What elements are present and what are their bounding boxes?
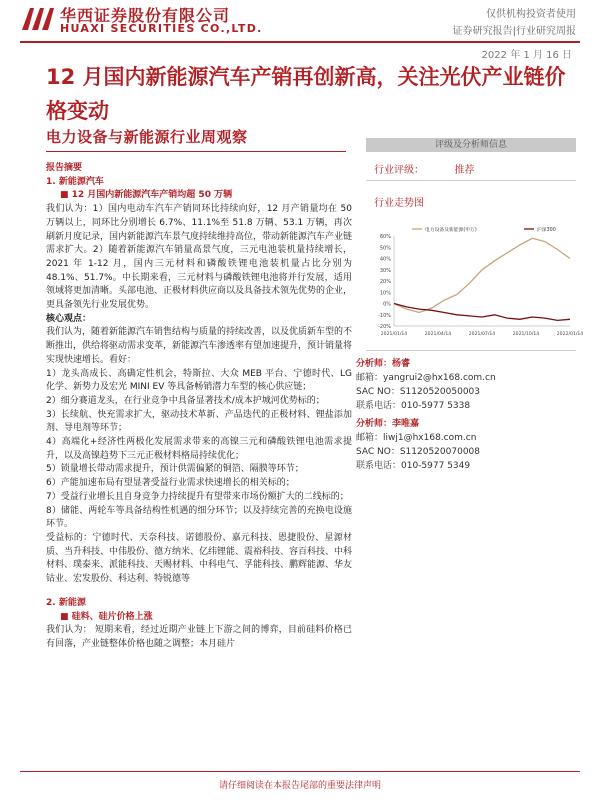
footer-divider bbox=[20, 771, 580, 772]
bullet-icon: ■ bbox=[60, 611, 72, 622]
x-tick-label: 2021/01/14 bbox=[380, 332, 408, 337]
section-newenergy-subheading bbox=[60, 611, 352, 625]
y-tick-label: 30% bbox=[379, 267, 391, 274]
list-item-2: 2）细分赛道龙头，在行业竞争中具备显著技术/成本护城河优势标的； bbox=[46, 395, 325, 406]
huaxi-logo-icon bbox=[20, 6, 56, 32]
list-item-1: 1）龙头高成长、高确定性机会，特斯拉、大众 MEB 平台、宁德时代、LG 化学、新势力及宏光 MINI EV 等具备畅销潜力车型的核心供应链； bbox=[46, 368, 352, 393]
summary-heading: 报告摘要 bbox=[46, 163, 83, 173]
analyst-divider bbox=[366, 350, 576, 351]
company-name-cn: 华西证券股份有限公司 bbox=[60, 6, 231, 25]
report-subtitle: 电力设备与新能源行业周观察 bbox=[46, 128, 248, 146]
list-item-5: 5）锁量增长带动需求提升，预计供需偏紧的铜箔、隔膜等环节； bbox=[46, 464, 304, 475]
x-tick-label: 2022/01/14 bbox=[556, 332, 584, 337]
beneficiary-targets: 受益标的：宁德时代、天奈科技、诺德股份、嘉元科技、恩捷股份、星源材质、当升科技、中伟股份、德方纳米、亿纬锂能、震裕科技、容百科技、中科材料、璞泰来、派能科技、天赐材料、中科电气、孚能科技、鹏辉能源、华友钴业、宏发股份、科达利、特锐德等 bbox=[46, 532, 353, 585]
report-title: 12 月国内新能源汽车产销再创新高，关注光伏产业链价格变动 bbox=[46, 65, 566, 123]
y-tick-label: 60% bbox=[379, 234, 391, 240]
core-view-heading: 核心观点： bbox=[46, 313, 92, 324]
rating-divider bbox=[366, 180, 576, 181]
legend-label: 电力设备及新能源(申万) bbox=[425, 228, 477, 233]
paragraph-core-view: 我们认为，随着新能源汽车销售结构与质量的持续改善，以及优质新车型的不断推出，供给将驱动需求变革，新能源汽车渗透率有望加速提升，预计销量将实现快速增长。看好： bbox=[46, 327, 353, 365]
y-tick-label: 20% bbox=[379, 279, 391, 285]
list-item-6: 6）产能加速布局有望显著受益行业需求快速增长的相关标的； bbox=[46, 478, 295, 489]
section-ev-subheading-text: 12 月国内新能源汽车产销均超 50 万辆 bbox=[71, 190, 233, 201]
header-divider bbox=[20, 41, 580, 43]
trend-chart-label: 行业走势图 bbox=[374, 198, 424, 209]
section-ev-subheading bbox=[60, 189, 352, 203]
report-body bbox=[46, 162, 352, 737]
audience-note: 仅供机构投资者使用 bbox=[486, 9, 576, 20]
y-tick-label: -10% bbox=[378, 312, 391, 319]
list-item-7: 7）受益行业增长且自身竞争力持续提升有望带来市场份额扩大的二线标的； bbox=[46, 491, 349, 502]
section-ev-heading: 1. 新能源汽车 bbox=[46, 176, 104, 187]
analyst-2-sac: SAC NO：S1120520070008 bbox=[356, 447, 480, 457]
analyst-1-email[interactable]: 邮箱：yangrui2@hx168.com.cn bbox=[356, 373, 496, 383]
section-gap bbox=[46, 587, 352, 597]
title-divider bbox=[46, 151, 346, 152]
rating-label: 行业评级： bbox=[374, 165, 424, 176]
y-tick-label: -20% bbox=[378, 324, 391, 330]
list-item-4: 4）高端化+经济性两极化发展需求带来的高镍三元和磷酸铁锂电池需求提升，以及高镍趋势下三元正极材料格局持续优化； bbox=[46, 437, 352, 461]
analyst-2-phone: 联系电话：010-5977 5349 bbox=[356, 461, 471, 471]
bullet-icon: ■ bbox=[60, 190, 72, 201]
analyst-1-sac: SAC NO：S1120520050003 bbox=[356, 387, 480, 397]
list-item-8: 8）储能、两轮车等具备结构性机遇的细分环节；以及持续完善的充换电设施环节。 bbox=[46, 505, 352, 530]
section-newenergy-subheading-text: 硅料、硅片价格上涨 bbox=[71, 611, 153, 622]
x-tick-label: 2021/07/14 bbox=[468, 332, 496, 337]
legal-notice: 请仔细阅读在本报告尾部的重要法律声明 bbox=[218, 781, 381, 791]
industry-trend-chart bbox=[364, 208, 584, 348]
list-item-3: 3）长续航、快充需求扩大，驱动技术革新、产品迭代的正极材料、锂盐添加剂、导电剂等环节； bbox=[46, 409, 352, 434]
legend-label: 沪深300 bbox=[537, 228, 556, 233]
x-tick-label: 2021/04/14 bbox=[424, 332, 452, 337]
report-type-tags: 证券研究报告|行业研究周报 bbox=[452, 26, 576, 37]
industry-rating bbox=[374, 161, 474, 176]
analyst-1-name: 分析师：杨睿 bbox=[356, 359, 411, 369]
paragraph-ev-view: 我们认为：1）国内电动车汽车产销同环比持续向好，12 月产销量均在 50 万辆以上，同环比分别增长 6.7%、11.1%至 51.8 万辆、53.1 万辆，再次刷新月度记录，国内新能源汽车景气度持续维持高位，带动新能源汽车产业链需求扩大。2）随着新能源汽车销量高景气度，三元电池装机量持续增长，2021 年 1-12 月，国内三元材料和磷酸铁锂电池装机量占比分别为 48.1%、51.7%。中长期来看，三元材料与磷酸铁锂电池将并行发展，适用领域将更加清晰。头部电池、正极材料供应商以及具备技术领先优势的企业，更具备领先行业发展优势。 bbox=[46, 204, 353, 311]
y-tick-label: 0% bbox=[383, 301, 391, 308]
y-tick-label: 40% bbox=[379, 256, 391, 263]
analyst-2-name: 分析师：李唯嘉 bbox=[356, 419, 420, 429]
paragraph-newenergy-view: 我们认为： 短期来看，经过近期产业链上下游之间的博弈，目前硅料价格已有回落，产业链整体价格也随之调整；本月硅片 bbox=[46, 625, 352, 649]
y-tick-label: 50% bbox=[379, 245, 391, 252]
report-date: 2022 年 1 月 16 日 bbox=[481, 50, 572, 61]
section-newenergy-heading: 2. 新能源 bbox=[46, 597, 86, 608]
analyst-2-email[interactable]: 邮箱：liwj1@hx168.com.cn bbox=[356, 433, 477, 443]
rating-header: 评级及分析师信息 bbox=[366, 138, 576, 152]
rating-value: 推荐 bbox=[454, 165, 475, 176]
company-name-en: HUAXI SECURITIES CO.,LTD. bbox=[60, 22, 263, 35]
series-line-1 bbox=[394, 238, 570, 312]
x-tick-label: 2021/10/14 bbox=[512, 332, 540, 337]
y-tick-label: 10% bbox=[379, 290, 391, 297]
analyst-1-phone: 联系电话：010-5977 5338 bbox=[356, 401, 471, 411]
